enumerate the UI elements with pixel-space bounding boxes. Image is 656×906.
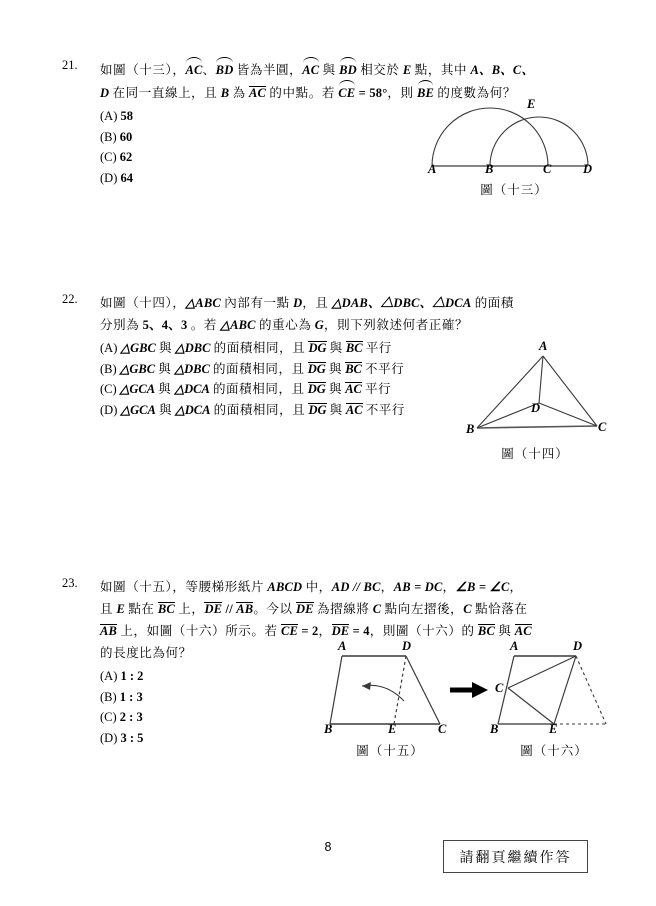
choice-22-d-seg-ac: AC (345, 402, 363, 417)
q22-l1-triangle-abc: △ABC (185, 296, 221, 310)
q22-l2-triangle-abc: △ABC (220, 318, 256, 332)
q23-l2-seg-de: DE (204, 602, 223, 616)
q23-l4-part-a: 的長度比為何？ (100, 645, 192, 660)
figure-13-label-a: A (428, 162, 437, 176)
figure-15 (324, 639, 458, 758)
q23-l2-part-k: 點恰落在 (475, 601, 528, 616)
q21-arc-ac-1: AC (185, 58, 202, 81)
q23-l2-seg-ab: AB (236, 602, 254, 616)
choice-22-c-seg-ac: AC (345, 382, 362, 396)
q21-l2-part-f: ，則 (387, 85, 414, 100)
figure-13 (420, 97, 600, 200)
q21-segment-ac: AC (249, 86, 267, 100)
continue-next-page-text: 請翻頁繼續作答 (459, 849, 572, 866)
q21-arc-ce: CE (338, 81, 355, 104)
question-22-line-2 (100, 314, 607, 336)
choice-22-b-parallel: 不平行 (365, 360, 405, 376)
q23-l3-ce-value: = 2 (301, 624, 319, 638)
figure-13-drawing (420, 100, 600, 178)
question-23-line-3 (100, 620, 607, 642)
choice-22-c-and-2: 與 (328, 381, 343, 396)
choice-22-d-and: 與 (158, 401, 173, 417)
q21-l1-points-abc: A、B、C、 (470, 63, 535, 77)
choice-21-d-value: 64 (120, 170, 133, 185)
figure-15-label-a: A (338, 639, 347, 653)
question-22-number: 22. (62, 292, 78, 306)
choice-21-b-value: 60 (119, 129, 133, 144)
choice-22-d-tri-2: △DCA (175, 402, 211, 417)
choice-22-b-tri-2: △DBC (174, 361, 210, 376)
question-21-number: 21. (62, 58, 78, 72)
choice-22-b-text: 的面積相同，且 (212, 360, 305, 376)
q23-l3-seg-ab: AB (100, 624, 118, 638)
choice-22-a-text: 的面積相同，且 (213, 340, 306, 355)
choice-22-c-parallel: 平行 (365, 381, 392, 396)
q21-l1-part-c: 與 (322, 62, 336, 77)
figure-16-label-a: A (510, 639, 519, 653)
q22-l2-part-c: 。若 (190, 317, 217, 332)
q22-l1-part-c: 內部有一點 (224, 295, 290, 310)
q21-l2-point-b: B (220, 86, 230, 100)
q22-l1-point-d: D (293, 296, 303, 310)
q23-l3-part-e: ，則圖（十六）的 (369, 623, 475, 638)
figure-14-label-b: B (466, 422, 475, 436)
choice-22-a-and-2: 與 (329, 340, 343, 355)
question-22-stem (100, 292, 607, 336)
figure-13-caption: 圖（十三） (480, 182, 548, 197)
q22-l2-part-g: ，則下列敘述何者正確？ (324, 317, 469, 332)
q22-l1-comma: ， (172, 295, 186, 310)
q23-l3-seg-ce: CE (280, 624, 299, 638)
figure-13-label-c: C (543, 162, 552, 176)
choice-22-a-tri-1: △GBC (120, 341, 156, 355)
choice-22-c-tri-1: △GCA (119, 382, 156, 396)
figure-14 (465, 339, 610, 468)
figure-14-drawing (465, 348, 610, 440)
q22-l2-part-a: 分別為 (100, 317, 140, 332)
q23-l1-ab-dc: AB = DC (393, 580, 443, 594)
choice-21-b-label: (B) (100, 129, 117, 144)
q23-l3-de-value: = 4 (352, 624, 370, 638)
choice-23-c-value: 2 : 3 (119, 710, 143, 724)
q21-l1-part-d: 相交於 (360, 62, 400, 77)
question-21-line-1 (100, 58, 607, 81)
choice-23-b-label: (B) (100, 689, 117, 704)
choice-23-b-value: 1 : 3 (119, 689, 143, 704)
continue-next-page-notice (443, 840, 588, 873)
choice-22-d-and-2: 與 (329, 401, 343, 417)
q23-l2-part-f: 。今以 (253, 601, 293, 616)
choice-23-a-value: 1 : 2 (120, 669, 144, 683)
q21-l1-point-e: E (402, 63, 412, 77)
choice-22-d-label: (D) (100, 402, 118, 417)
choice-23-a-label: (A) (100, 669, 118, 683)
choice-22-b-label: (B) (100, 361, 117, 376)
figure-15-label-c: C (438, 722, 447, 736)
q23-l2-part-a: 且 (100, 601, 114, 616)
q21-l2-equation: = 58° (358, 86, 388, 100)
q23-l1-comma: ， (172, 579, 186, 594)
q21-arc-bd-2: BD (339, 58, 357, 81)
choice-22-b-seg-dg: DG (307, 361, 326, 376)
q23-l1-part-b: 等腰梯形紙片 (185, 579, 265, 594)
q23-l2-part-d: 上， (178, 601, 205, 616)
question-22-line-1 (100, 292, 607, 314)
choice-22-d-seg-dg: DG (308, 402, 327, 417)
q23-l2-seg-de-2: DE (295, 602, 314, 616)
q21-l2-part-g: 的度數為何？ (437, 85, 516, 100)
choice-22-c-seg-dg: DG (307, 382, 326, 396)
q23-l3-seg-de: DE (331, 624, 350, 638)
q23-l1-part-j: ， (509, 579, 523, 594)
choice-22-a-seg-dg: DG (308, 341, 327, 355)
q21-l2-part-b: 在同一直線上，且 (112, 85, 218, 100)
q21-l1-dot-1: 、 (202, 62, 216, 77)
q21-l1-comma-1: ， (172, 62, 186, 77)
figure-15-label-d: D (402, 639, 412, 653)
q23-l1-ad-bc: AD // BC (331, 580, 381, 594)
choice-22-d-tri-1: △GCA (120, 402, 156, 417)
choice-22-a-and: 與 (158, 340, 173, 355)
choice-23-c-label: (C) (100, 710, 117, 724)
q23-l3-part-c: ， (318, 623, 332, 638)
question-23-line-1 (100, 576, 607, 598)
choice-22-c-tri-2: △DCA (174, 382, 210, 396)
choice-22-a-parallel: 平行 (365, 340, 392, 355)
figure-16-label-b: B (490, 722, 499, 736)
choice-22-c-and: 與 (158, 381, 172, 396)
choice-23-d-value: 3 : 5 (120, 730, 144, 745)
q21-arc-be: BE (417, 81, 434, 104)
question-23-line-2 (100, 598, 607, 620)
choice-22-d-parallel: 不平行 (365, 401, 405, 417)
q23-l1-part-f: ， (380, 579, 394, 594)
q22-l2-areas: 5、4、3 (142, 318, 188, 332)
q21-l2-point-d: D (100, 86, 110, 100)
q23-l1-part-h: ， (442, 579, 456, 594)
figure-14-label-c: C (598, 420, 607, 434)
q23-l1-part-d: 中， (305, 579, 332, 594)
figure-13-label-d: D (583, 162, 593, 176)
q22-l2-part-e: 的重心為 (259, 317, 312, 332)
choice-23-d-label: (D) (100, 730, 118, 745)
q23-l2-seg-bc: BC (157, 602, 175, 616)
choice-21-c-label: (C) (100, 150, 117, 164)
q22-l1-part-g: 的面積 (474, 295, 515, 310)
q21-l1-part-a: 如圖（十三） (100, 62, 173, 77)
fold-transform-arrow (448, 680, 490, 700)
q21-arc-bd-1: BD (216, 58, 234, 81)
choice-22-b-and-2: 與 (328, 360, 343, 376)
choice-22-c-text: 的面積相同，且 (212, 381, 305, 396)
figure-13-label-e: E (527, 97, 536, 111)
figure-13-label-b: B (485, 162, 494, 176)
q23-l2-parallel-sym: // (225, 602, 233, 616)
choice-22-b-and: 與 (158, 360, 172, 376)
choice-22-d-text: 的面積相同，且 (213, 401, 306, 417)
choice-22-a-seg-bc: BC (345, 341, 363, 355)
q22-l1-part-a: 如圖（十四） (100, 295, 173, 310)
choice-21-a-label: (A) (100, 109, 118, 123)
q23-l3-part-f: 與 (498, 623, 512, 638)
page-number: 8 (324, 840, 332, 854)
choice-22-b-tri-1: △GBC (119, 361, 156, 376)
q22-l2-point-g: G (314, 318, 324, 332)
choice-22-a-tri-2: △DBC (175, 341, 211, 355)
q21-l1-comma-2: ， (289, 62, 303, 77)
figure-16-label-c: C (495, 681, 504, 695)
q23-l2-part-i: 點向左摺後， (384, 601, 464, 616)
q21-l2-part-e: 的中點。若 (269, 85, 335, 100)
q21-l1-part-b: 皆為半圓 (236, 62, 290, 77)
q23-l2-point-e: E (116, 602, 125, 616)
figure-15-caption: 圖（十五） (356, 743, 424, 758)
figure-16-label-e: E (549, 722, 558, 736)
q23-l2-point-c-2: C (463, 602, 472, 616)
figure-14-label-d: D (531, 401, 541, 415)
figure-16-caption: 圖（十六） (520, 743, 588, 758)
q23-l2-part-g: 為摺線將 (317, 601, 370, 616)
choice-22-c-label: (C) (100, 382, 117, 396)
q21-arc-ac-2: AC (302, 58, 319, 81)
figure-15-label-e: E (388, 722, 397, 736)
q23-l2-point-c: C (372, 602, 382, 616)
q23-l1-abcd: ABCD (267, 580, 303, 594)
choice-21-c-value: 62 (119, 150, 133, 164)
figure-14-caption: 圖（十四） (501, 446, 569, 461)
q23-l1-angles: ∠B = ∠C (455, 580, 510, 594)
choice-21-d-label: (D) (100, 170, 118, 185)
q21-l2-part-d: 為 (232, 85, 246, 100)
choice-22-b-seg-bc: BC (345, 361, 362, 376)
question-23-number: 23. (62, 576, 78, 590)
q23-l1-part-a: 如圖（十五） (100, 579, 173, 594)
figure-15-label-b: B (324, 722, 333, 736)
q23-l3-seg-ac: AC (514, 624, 532, 638)
figure-16-label-d: D (573, 639, 583, 653)
q22-l1-part-e: ，且 (302, 295, 329, 310)
figure-14-label-a: A (539, 339, 548, 353)
q23-l3-part-a: 上，如圖（十六）所示。若 (120, 623, 278, 638)
choice-21-a-value: 58 (120, 109, 133, 123)
q23-l2-part-c: 點在 (128, 601, 155, 616)
q23-l3-seg-bc: BC (477, 624, 495, 638)
figure-16 (490, 639, 622, 758)
q21-l1-part-f: 點，其中 (414, 62, 468, 77)
right-arrow-icon (448, 680, 490, 700)
q22-l1-triangles: △DAB、△DBC、△DCA (331, 296, 472, 310)
choice-22-a-label: (A) (100, 341, 118, 355)
